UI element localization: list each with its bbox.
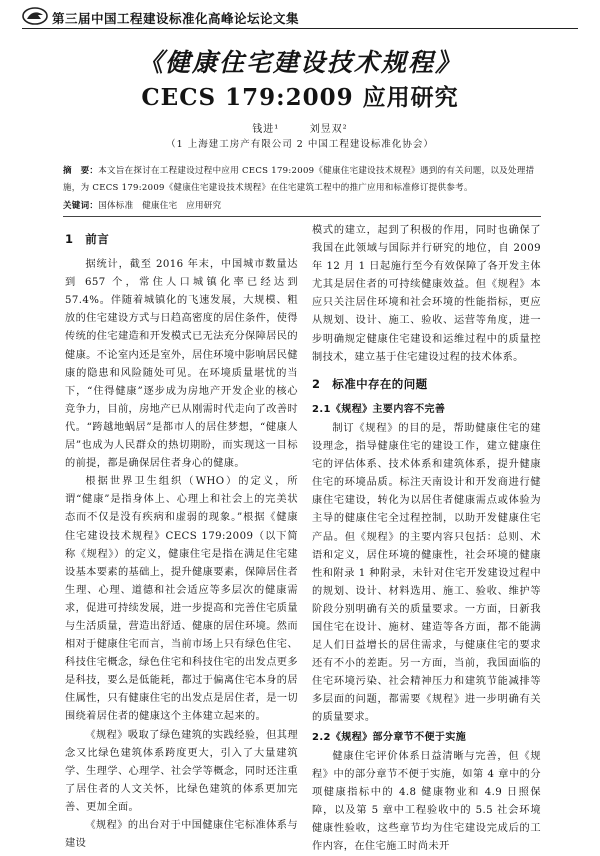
section-1-paragraph-3: 《规程》吸取了绿色建筑的实践经验，但其理念又比绿色建筑体系跨度更大，引入了大量建筑学、生理学、心理学、社会学等概念，同时还注重了居住者的人文关怀，比绿色建筑的体系更加完善、更加全面。 [65, 729, 298, 813]
author-list [0, 120, 600, 135]
keywords-text: 国体标准 健康住宅 应用研究 [98, 201, 222, 211]
subsection-2-2-heading: 2.2《规程》部分章节不便于实施 [312, 731, 467, 743]
section-1-paragraph-4: 《规程》的出台对于中国健康住宅标准体系与建设 [65, 820, 298, 850]
abstract [63, 163, 541, 197]
subsection-2-1-heading: 2.1《规程》主要内容不完善 [312, 403, 446, 415]
right-column [312, 222, 541, 856]
author-affiliations: （1 上海建工房产有限公司 2 中国工程建设标准化协会） [166, 139, 434, 150]
abstract-divider [63, 216, 541, 217]
section-1-paragraph-4-continued: 模式的建立，起到了积极的作用，同时也确保了我国在此领域与国际并行研究的地位，自 2009 年 12 月 1 日起施行至今有效保障了各开发主体尤其是居住者的可持续健康效益。但《规程》本应只关注居住环境和社会环境的性能指标，更应从规划、设计、施工、验收、运营等角度，进一步明确规定健康住宅建设和运维过程中的质量控制技术，建立基于住宅建设过程的技术体系。 [312, 225, 541, 363]
abstract-label: 摘 要： [63, 166, 99, 176]
paper-title-line1: 《健康住宅建设技术规程》 [137, 48, 462, 77]
section-1-heading: 1 前言 [65, 232, 110, 246]
author-2: 刘昱双² [309, 124, 348, 135]
subsection-2-1-paragraph: 制订《规程》的目的是，帮助健康住宅的建设理念，指导健康住宅的建设工作，建立健康住宅的评估体系、技术体系和建筑体系，提升健康住宅的环境品质。标注天南设计和开发商进行健康住宅建设，转化为以居住者健康需点或体验为主导的健康住宅全过程控制，以助开发健康住宅产品。但《规程》的主要内容只包括：总则、术语和定义，居住环境的健康性，社会环境的健康性和附录 1 种附录，未针对住宅开发建设过程中的规划、设计、材料选用、施工、验收、维护等阶段分别明确有关的质量要求。一方面，日新我国住宅在设计、施材、建造等各方面，都不能满足人们日益增长的居住需求，与健康住宅的要求还有不小的差距。另一方面，当前，我国面临的住宅环境污染、社会精神压力和建筑节能减排等多层面的问题，都需要《规程》进一步明确有关的质量要求。 [312, 422, 541, 724]
header-title: 第三届中国工程建设标准化高峰论坛论文集 [52, 11, 300, 26]
left-column [65, 222, 298, 853]
author-1: 钱进¹ [252, 124, 280, 135]
abstract-text: 本文旨在探讨在工程建设过程中应用 CECS 179:2009《健康住宅建设技术规程》遇到的有关问题，以及处理措施，为 CECS 179:2009《健康住宅建设技术规程》在住宅建筑工程中的推广应用和标准修订提供参考。 [63, 166, 535, 193]
section-2-heading: 2 标准中存在的问题 [312, 376, 428, 391]
paper-title-line2: CECS 179:2009 应用研究 [141, 84, 459, 111]
subsection-2-2-paragraph: 健康住宅评价体系日益清晰与完善，但《规程》中的部分章节不便于实施，如第 4 章中的分项健康指标中的 4.8 健康物业和 4.9 日照保障，以及第 5 章中工程验收中的 5.5 社会环境健康性验收，这些章节均为住宅建设完成后的工作内容，在住宅施工时尚未开 [312, 750, 541, 853]
keywords-label: 关键词： [63, 201, 99, 211]
section-1-paragraph-1: 据统计，截至 2016 年末，中国城市数量达到 657 个，常住人口城镇化率已经达到 57.4%。伴随着城镇化的飞速发展，大规模、粗放的住宅建设方式与日趋高密度的居住条件，使得传统的住宅建造和开发模式已无法充分保障居民的健康。不论室内还是室外，居住环境中影响居民健康的隐患和风险随处可见。在环境质量堪忧的当下，“住得健康”逐步成为房地产开发企业的核心竞争力，目前，房地产已从刚需时代走向了改善时代。“跨越地蜗居”是都市人的居住梦想，“健康人居”也成为人民群众的热切期盼，而实现这一目标的前提，都是确保居住者身心的健康。 [65, 259, 298, 470]
page-header [22, 6, 578, 29]
keywords [63, 199, 221, 211]
conference-logo-icon [22, 7, 48, 25]
section-1-paragraph-2: 根据世界卫生组织（WHO）的定义，所谓“健康”是指身体上、心理上和社会上的完美状态而不仅是没有疾病和虚弱的现象。”根据《健康住宅建设技术规程》CECS 179:2009（以下简称《规程》）的定义，健康住宅是指在满足住宅建设基本要素的基础上，提升健康要素，保障居住者生理、心理、道德和社会适应等多层次的健康需求，促进可持续发展，进一步提高和完善住宅质量与生活质量，营造出舒适、健康的居住环境。然而相对于健康住宅而言，当前市场上只有绿色住宅、科技住宅概念，绿色住宅和科技住宅的出发点更多是科技，要么是低能耗，都过于偏离住宅本身的居住属性，只有健康住宅的出发点是居住者，是一切围绕着居住者的健康这个主体建立起来的。 [65, 476, 298, 723]
